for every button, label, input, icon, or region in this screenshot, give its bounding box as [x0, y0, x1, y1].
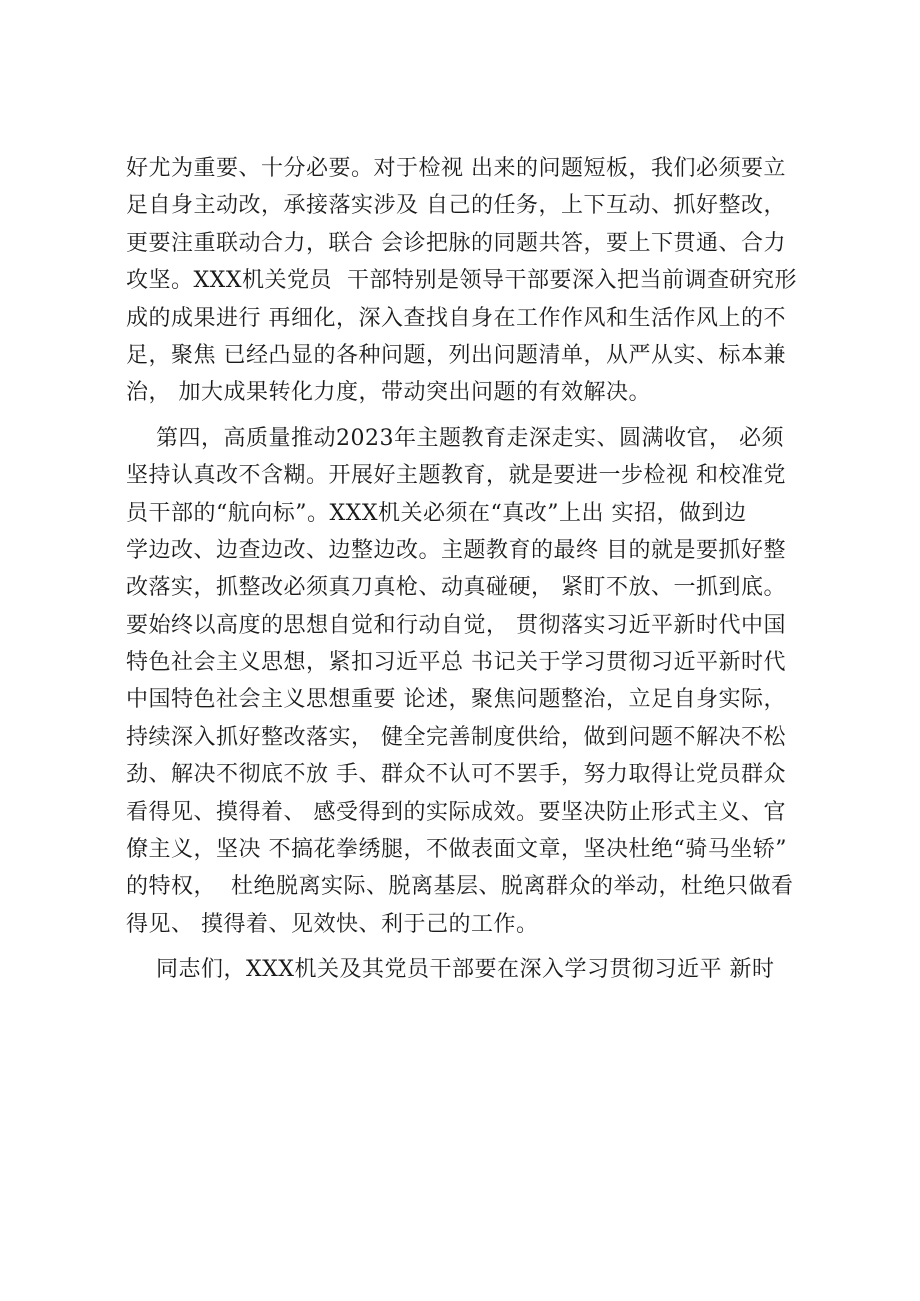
text-line: 好尤为重要、十分必要。对于检视 出来的问题短板，我们必须要立	[126, 156, 786, 181]
paragraph	[126, 420, 806, 943]
text-line: 成的成果进行 再细化，深入查找自身在工作作风和生活作风上的不	[126, 305, 786, 331]
text-line: 改落实，抓整改必须真刀真枪、动真碰硬， 紧盯不放、一抓到底。	[126, 575, 786, 601]
text-line: 得见、 摸得着、见效快、利于己的工作。	[126, 911, 539, 937]
text-line: 攻坚。XXX机关党员 干部特别是领导干部要深入把当前调查研究形	[126, 268, 797, 294]
text-line: 劲、解决不彻底不放 手、群众不认可不罢手，努力取得让党员群众	[126, 762, 786, 788]
text-line: 更要注重联动合力，联合 会诊把脉的同题共答，要上下贯通、合力	[126, 230, 786, 256]
text-line: 足自身主动改，承接落实涉及 自己的任务，上下互动、抓好整改，	[126, 193, 786, 219]
paragraph	[126, 150, 806, 412]
text-line: 足，聚焦 已经凸显的各种问题，列出问题清单，从严从实、标本兼	[126, 342, 786, 368]
text-line: 同志们，XXX机关及其党员干部要在深入学习贯彻习近平 新时	[126, 957, 775, 983]
text-line: 员干部的“航向标”。XXX机关必须在“真改”上出 实招，做到边	[126, 500, 747, 526]
document-body	[126, 150, 806, 989]
text-line: 的特权， 杜绝脱离实际、脱离基层、脱离群众的举动，杜绝只做看	[126, 874, 794, 900]
paragraph	[126, 951, 806, 988]
text-line: 中国特色社会主义思想重要 论述，聚焦问题整治，立足自身实际，	[126, 687, 786, 713]
text-line: 第四，高质量推动2023年主题教育走深走实、圆满收官， 必须	[126, 425, 784, 451]
text-line: 持续深入抓好整改落实， 健全完善制度供给，做到问题不解决不松	[126, 724, 786, 750]
text-line: 特色社会主义思想，紧扣习近平总 书记关于学习贯彻习近平新时代	[126, 650, 786, 676]
paragraph-gap	[126, 412, 806, 420]
text-line: 僚主义，坚决 不搞花拳绣腿，不做表面文章，坚决杜绝“骑马坐轿”	[126, 837, 787, 863]
text-line: 要始终以高度的思想自觉和行动自觉， 贯彻落实习近平新时代中国	[126, 612, 786, 638]
text-line: 看得见、摸得着、 感受得到的实际成效。要坚决防止形式主义、官	[126, 799, 786, 825]
text-line: 学边改、边查边改、边整边改。主题教育的最终 目的就是要抓好整	[126, 537, 786, 563]
paragraph-gap	[126, 943, 806, 951]
text-line: 治， 加大成果转化力度，带动突出问题的有效解决。	[126, 380, 651, 406]
text-line: 坚持认真改不含糊。开展好主题教育，就是要进一步检视 和校准党	[126, 463, 786, 489]
